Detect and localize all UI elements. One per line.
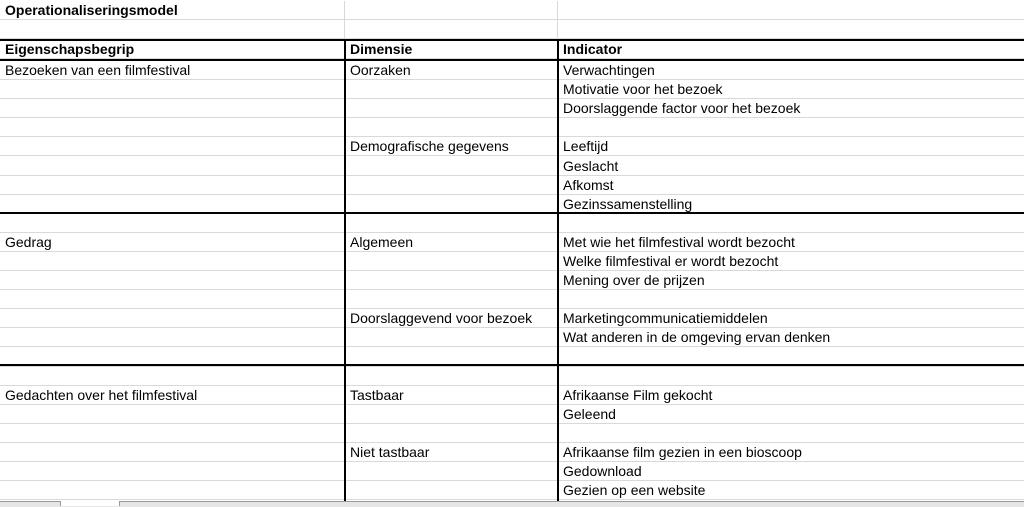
eigenschapsbegrip-cell[interactable] bbox=[0, 290, 345, 309]
table-row bbox=[0, 157, 1024, 176]
indicator-cell[interactable]: Leeftijd bbox=[558, 137, 1024, 156]
group-border-2 bbox=[0, 364, 1024, 366]
indicator-cell[interactable] bbox=[558, 118, 1024, 137]
dimensie-cell[interactable] bbox=[345, 176, 558, 195]
table-row bbox=[0, 424, 1024, 443]
table-row bbox=[0, 118, 1024, 137]
eigenschapsbegrip-cell[interactable]: Gedrag bbox=[0, 233, 345, 252]
header-bottom-border bbox=[0, 59, 1024, 61]
indicator-cell[interactable]: Met wie het filmfestival wordt bezocht bbox=[558, 233, 1024, 252]
table-row bbox=[0, 462, 1024, 481]
column-header-dimensie[interactable]: Dimensie bbox=[345, 40, 558, 59]
eigenschapsbegrip-cell[interactable] bbox=[0, 271, 345, 290]
dimensie-cell[interactable]: Oorzaken bbox=[345, 61, 558, 80]
group-border-1 bbox=[0, 212, 1024, 214]
dimensie-cell[interactable] bbox=[345, 328, 558, 347]
column-border-1 bbox=[344, 39, 346, 501]
dimensie-cell[interactable] bbox=[345, 424, 558, 443]
eigenschapsbegrip-cell[interactable] bbox=[0, 176, 345, 195]
eigenschapsbegrip-cell[interactable] bbox=[0, 481, 345, 500]
indicator-cell[interactable]: Welke filmfestival er wordt bezocht bbox=[558, 252, 1024, 271]
dimensie-cell[interactable] bbox=[345, 405, 558, 424]
dimensie-cell[interactable]: Demografische gegevens bbox=[345, 137, 558, 156]
table-row bbox=[0, 233, 1024, 252]
indicator-cell[interactable] bbox=[558, 214, 1024, 233]
dimensie-cell[interactable] bbox=[345, 271, 558, 290]
sheet-tab[interactable] bbox=[60, 501, 120, 506]
indicator-cell[interactable] bbox=[558, 367, 1024, 386]
eigenschapsbegrip-cell[interactable] bbox=[0, 99, 345, 118]
indicator-cell[interactable]: Mening over de prijzen bbox=[558, 271, 1024, 290]
table-row bbox=[0, 195, 1024, 214]
table-row bbox=[0, 481, 1024, 500]
dimensie-cell[interactable] bbox=[345, 462, 558, 481]
table-row bbox=[0, 214, 1024, 233]
cell[interactable] bbox=[345, 1, 558, 20]
sheet-title[interactable]: Operationaliseringsmodel bbox=[0, 1, 345, 20]
indicator-cell[interactable]: Gedownload bbox=[558, 462, 1024, 481]
sheet-tab-bar bbox=[0, 501, 1024, 507]
indicator-cell[interactable]: Afkomst bbox=[558, 176, 1024, 195]
eigenschapsbegrip-cell[interactable] bbox=[0, 118, 345, 137]
dimensie-cell[interactable] bbox=[345, 481, 558, 500]
eigenschapsbegrip-cell[interactable] bbox=[0, 80, 345, 99]
dimensie-cell[interactable] bbox=[345, 367, 558, 386]
table-row bbox=[0, 137, 1024, 156]
dimensie-cell[interactable] bbox=[345, 214, 558, 233]
eigenschapsbegrip-cell[interactable] bbox=[0, 443, 345, 462]
eigenschapsbegrip-cell[interactable] bbox=[0, 137, 345, 156]
dimensie-cell[interactable]: Doorslaggevend voor bezoek bbox=[345, 309, 558, 328]
dimensie-cell[interactable] bbox=[345, 290, 558, 309]
empty-row bbox=[0, 20, 1024, 39]
indicator-cell[interactable]: Verwachtingen bbox=[558, 61, 1024, 80]
eigenschapsbegrip-cell[interactable] bbox=[0, 424, 345, 443]
dimensie-cell[interactable]: Algemeen bbox=[345, 233, 558, 252]
cell[interactable] bbox=[558, 20, 1024, 39]
indicator-cell[interactable]: Doorslaggende factor voor het bezoek bbox=[558, 99, 1024, 118]
eigenschapsbegrip-cell[interactable]: Gedachten over het filmfestival bbox=[0, 386, 345, 405]
indicator-cell[interactable]: Gezien op een website bbox=[558, 481, 1024, 500]
column-border-2 bbox=[557, 39, 559, 501]
table-row bbox=[0, 405, 1024, 424]
eigenschapsbegrip-cell[interactable] bbox=[0, 405, 345, 424]
title-row bbox=[0, 1, 1024, 20]
eigenschapsbegrip-cell[interactable] bbox=[0, 328, 345, 347]
indicator-cell[interactable]: Afrikaanse Film gekocht bbox=[558, 386, 1024, 405]
eigenschapsbegrip-cell[interactable] bbox=[0, 462, 345, 481]
dimensie-cell[interactable] bbox=[345, 157, 558, 176]
indicator-cell[interactable]: Geleend bbox=[558, 405, 1024, 424]
eigenschapsbegrip-cell[interactable] bbox=[0, 252, 345, 271]
indicator-cell[interactable]: Wat anderen in de omgeving ervan denken bbox=[558, 328, 1024, 347]
indicator-cell[interactable] bbox=[558, 290, 1024, 309]
dimensie-cell[interactable] bbox=[345, 99, 558, 118]
cell[interactable] bbox=[345, 20, 558, 39]
indicator-cell[interactable]: Marketingcommunicatiemiddelen bbox=[558, 309, 1024, 328]
dimensie-cell[interactable] bbox=[345, 195, 558, 214]
indicator-cell[interactable]: Afrikaanse film gezien in een bioscoop bbox=[558, 443, 1024, 462]
indicator-cell[interactable]: Gezinssamenstelling bbox=[558, 195, 1024, 214]
dimensie-cell[interactable]: Tastbaar bbox=[345, 386, 558, 405]
eigenschapsbegrip-cell[interactable] bbox=[0, 157, 345, 176]
dimensie-cell[interactable]: Niet tastbaar bbox=[345, 443, 558, 462]
eigenschapsbegrip-cell[interactable] bbox=[0, 309, 345, 328]
indicator-cell[interactable]: Motivatie voor het bezoek bbox=[558, 80, 1024, 99]
table-row bbox=[0, 367, 1024, 386]
table-row bbox=[0, 443, 1024, 462]
dimensie-cell[interactable] bbox=[345, 118, 558, 137]
table-row bbox=[0, 99, 1024, 118]
eigenschapsbegrip-cell[interactable] bbox=[0, 367, 345, 386]
indicator-cell[interactable]: Geslacht bbox=[558, 157, 1024, 176]
table-row bbox=[0, 290, 1024, 309]
header-top-border bbox=[0, 39, 1024, 41]
table-row bbox=[0, 61, 1024, 80]
eigenschapsbegrip-cell[interactable] bbox=[0, 214, 345, 233]
dimensie-cell[interactable] bbox=[345, 252, 558, 271]
dimensie-cell[interactable] bbox=[345, 80, 558, 99]
table-row bbox=[0, 252, 1024, 271]
table-row bbox=[0, 309, 1024, 328]
column-header-indicator[interactable]: Indicator bbox=[558, 40, 1024, 59]
header-row bbox=[0, 40, 1024, 59]
table-row bbox=[0, 271, 1024, 290]
column-header-eigenschapsbegrip[interactable]: Eigenschapsbegrip bbox=[0, 40, 345, 59]
table-row bbox=[0, 80, 1024, 99]
table-row bbox=[0, 328, 1024, 347]
indicator-cell[interactable] bbox=[558, 424, 1024, 443]
eigenschapsbegrip-cell[interactable]: Bezoeken van een filmfestival bbox=[0, 61, 345, 80]
table-row bbox=[0, 386, 1024, 405]
table-row bbox=[0, 176, 1024, 195]
cell[interactable] bbox=[558, 1, 1024, 20]
cell[interactable] bbox=[0, 20, 345, 39]
eigenschapsbegrip-cell[interactable] bbox=[0, 195, 345, 214]
